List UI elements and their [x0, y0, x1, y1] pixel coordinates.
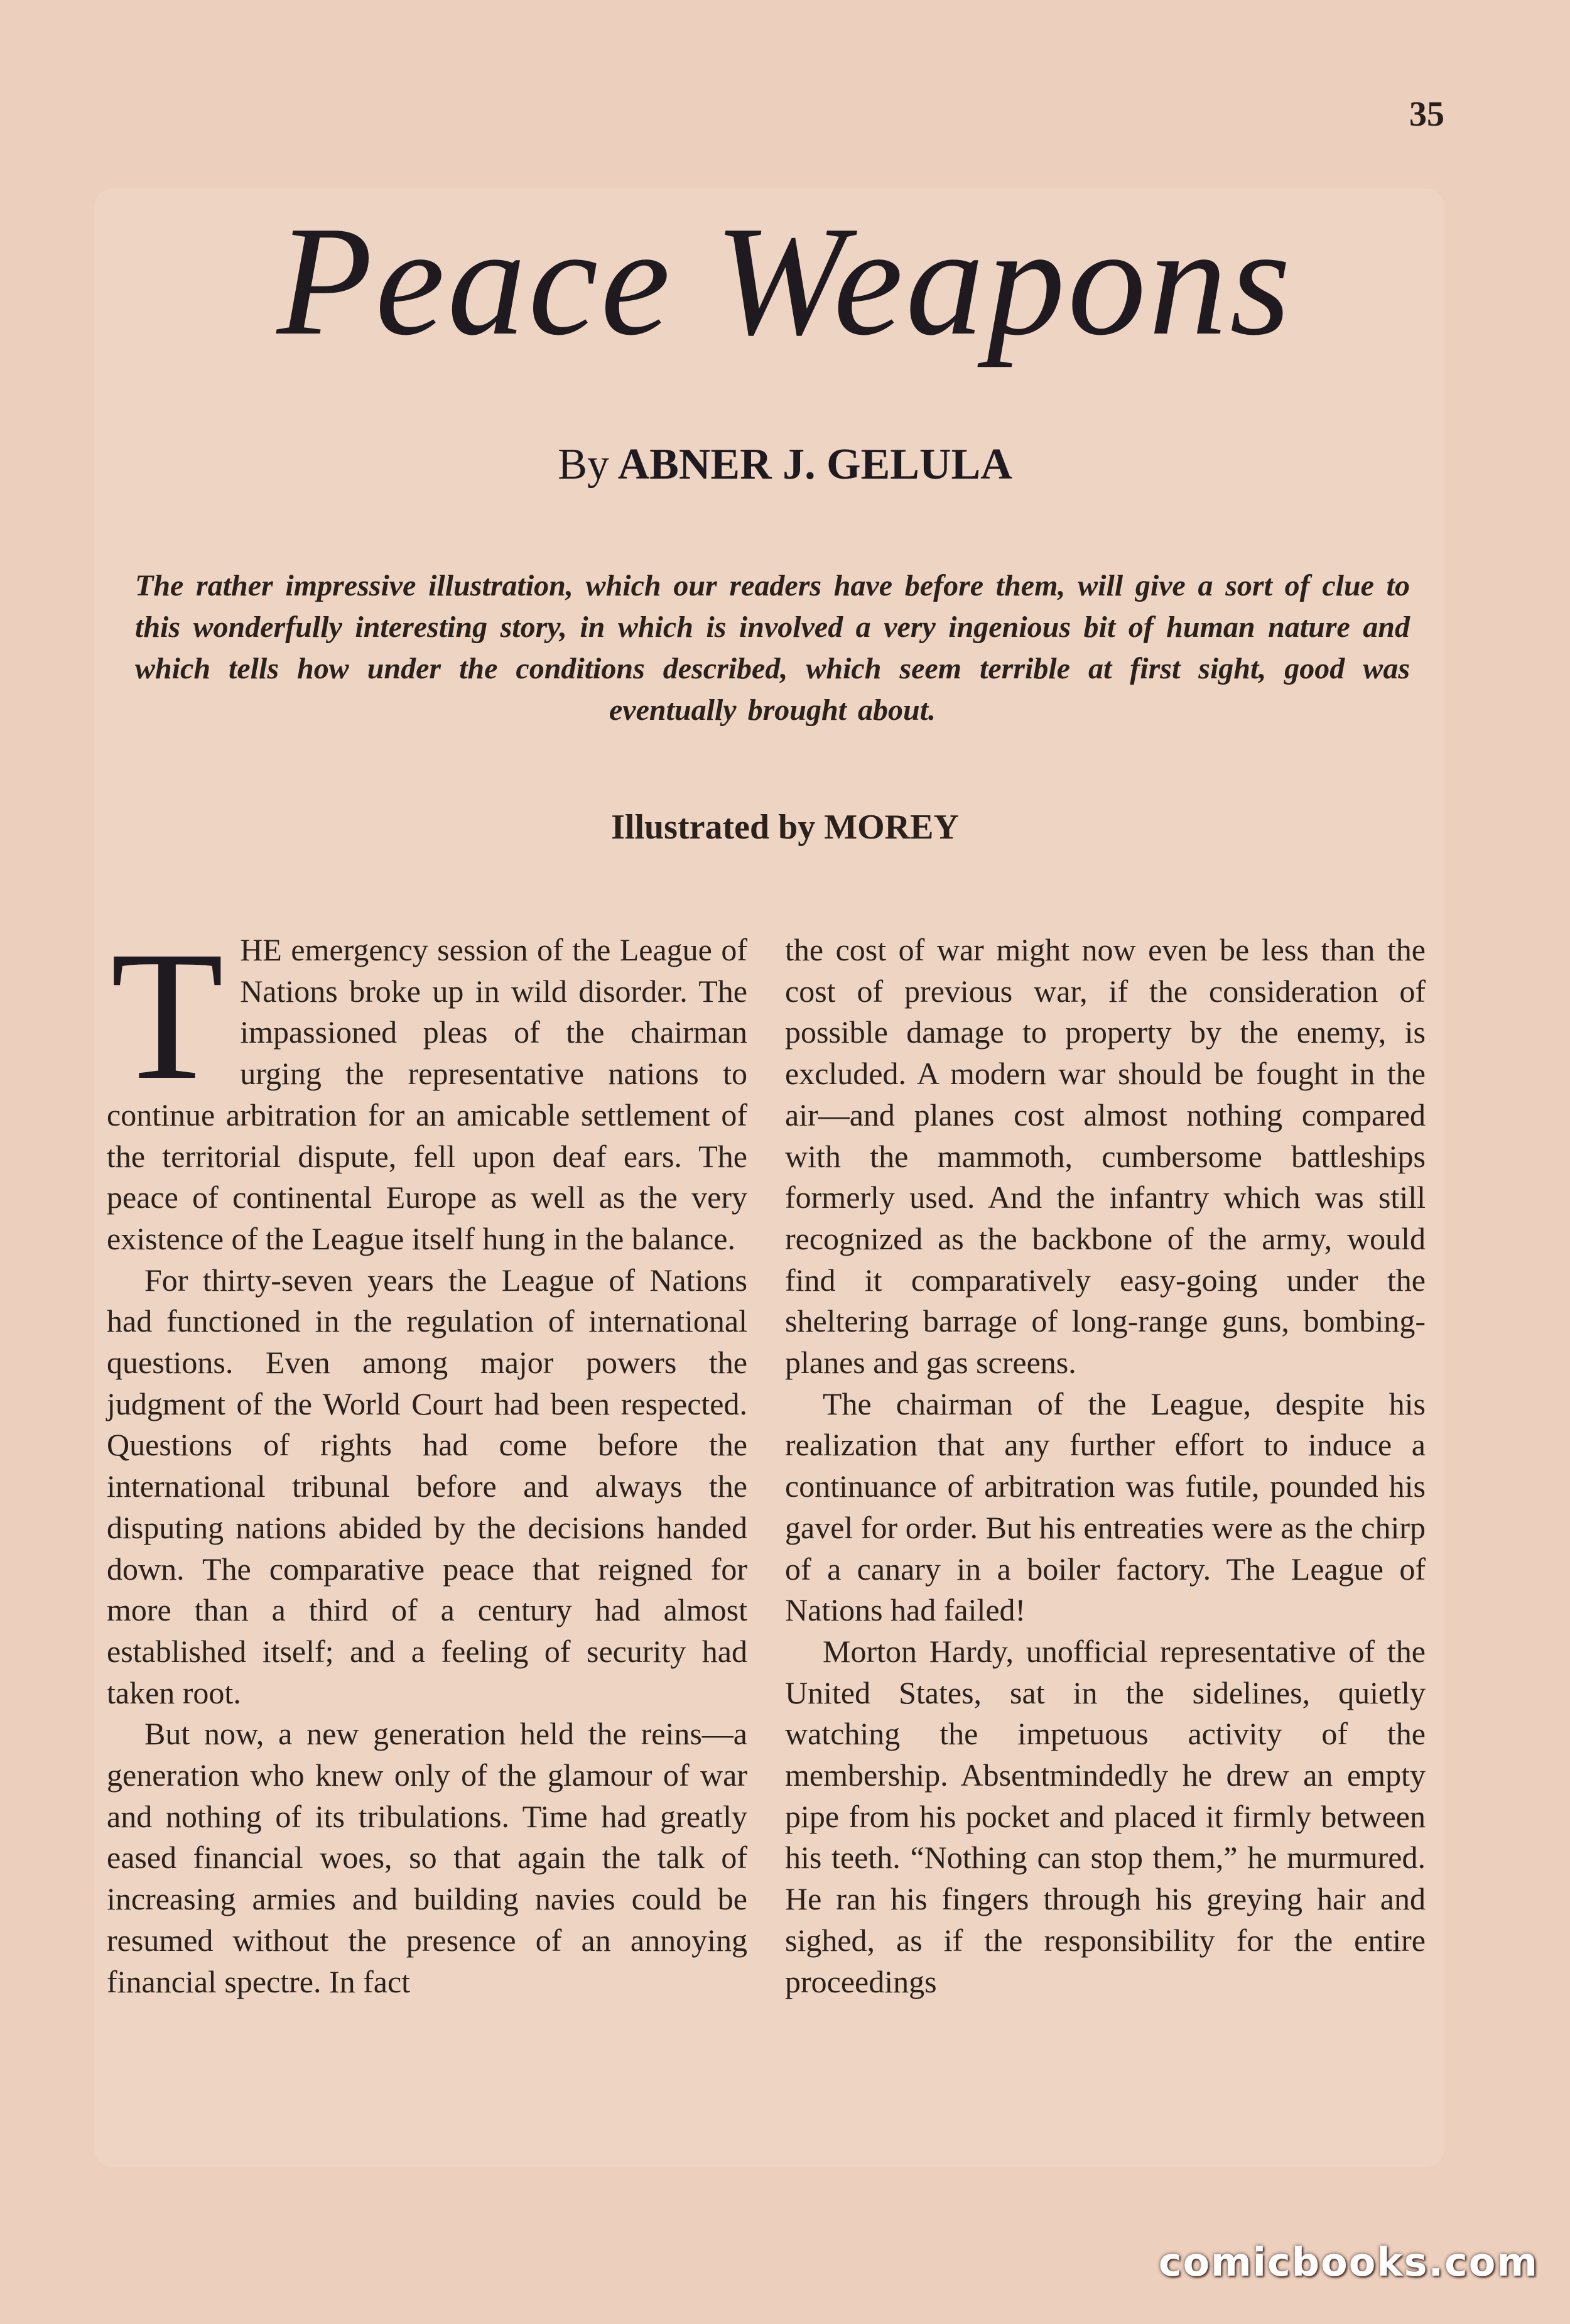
intro-blurb: The rather impressive illustration, which our readers have before them, will give a sort of clue to this wonderfully interesting story, in which is involved a very ingenious bit of human nature and which tells how under the conditions described, which seem terrible at first sight, good was eventually brought about. — [135, 569, 1410, 727]
drop-cap: T — [111, 913, 224, 1118]
site-watermark: comicbooks.com — [1158, 2239, 1539, 2285]
left-column — [107, 913, 747, 2002]
right-column — [785, 930, 1426, 2002]
paragraph: Morton Hardy, unofficial representative of the United States, sat in the sidelines, quietly watching the impetuous activity of the membership. Absentmindedly he drew an empty pipe from his pocket and placed it firmly between his teeth. “Nothing can stop them,” he murmured. He ran his fingers through his greying hair and sighed, as if the responsibility for the entire proceedings — [785, 1633, 1426, 1999]
byline — [0, 440, 1570, 490]
illustrator-name: MOREY — [824, 808, 959, 847]
paragraph: the cost of war might now even be less than the cost of previous war, if the consideration of possible damage to property by the enemy, is excluded. A modern war should be fought in the air—and planes cost almost nothing compared with the mammoth, cumbersome battleships formerly used. And the infantry which was still recognized as the backbone of the army, would find it comparatively easy-going under the sheltering barrage of long-range guns, bombing-planes and gas screens. — [785, 932, 1426, 1381]
paragraph: HE emergency session of the League of Nations broke up in wild disorder. The impassioned pleas of the chairman urging the representative nations to continue arbitration for an amicable settlement of the territorial dispute, fell upon deaf ears. The peace of continental Europe as well as the very existence of the League itself hung in the balance. — [107, 932, 747, 1256]
illustrator-prefix: Illustrated by — [611, 808, 816, 847]
story-title: Peace Weapons — [276, 194, 1294, 368]
byline-prefix: By — [558, 440, 609, 489]
page-number: 35 — [1409, 95, 1444, 134]
illustrator-credit — [0, 807, 1570, 847]
paragraph: The chairman of the League, despite his realization that any further effort to induce a continuance of arbitration was futile, pounded his gavel for order. But his entreaties were as the chirp of a canary in a boiler factory. The League of Nations had failed! — [785, 1386, 1426, 1628]
author-name: ABNER J. GELULA — [617, 440, 1012, 489]
paragraph: For thirty-seven years the League of Nations had functioned in the regulation of international questions. Even among major powers the judgment of the World Court had been respected. Questions of rights had come before the international tribunal before and always the disputing nations abided by the decisions handed down. The comparative peace that reigned for more than a third of a century had almost established itself; and a feeling of security had taken root. — [107, 1262, 747, 1710]
paragraph: But now, a new generation held the reins—a generation who knew only of the glamour of war and nothing of its tribulations. Time had greatly eased financial woes, so that again the talk of increasing armies and building navies could be resumed without the presence of an annoying financial spectre. In fact — [107, 1716, 747, 1999]
